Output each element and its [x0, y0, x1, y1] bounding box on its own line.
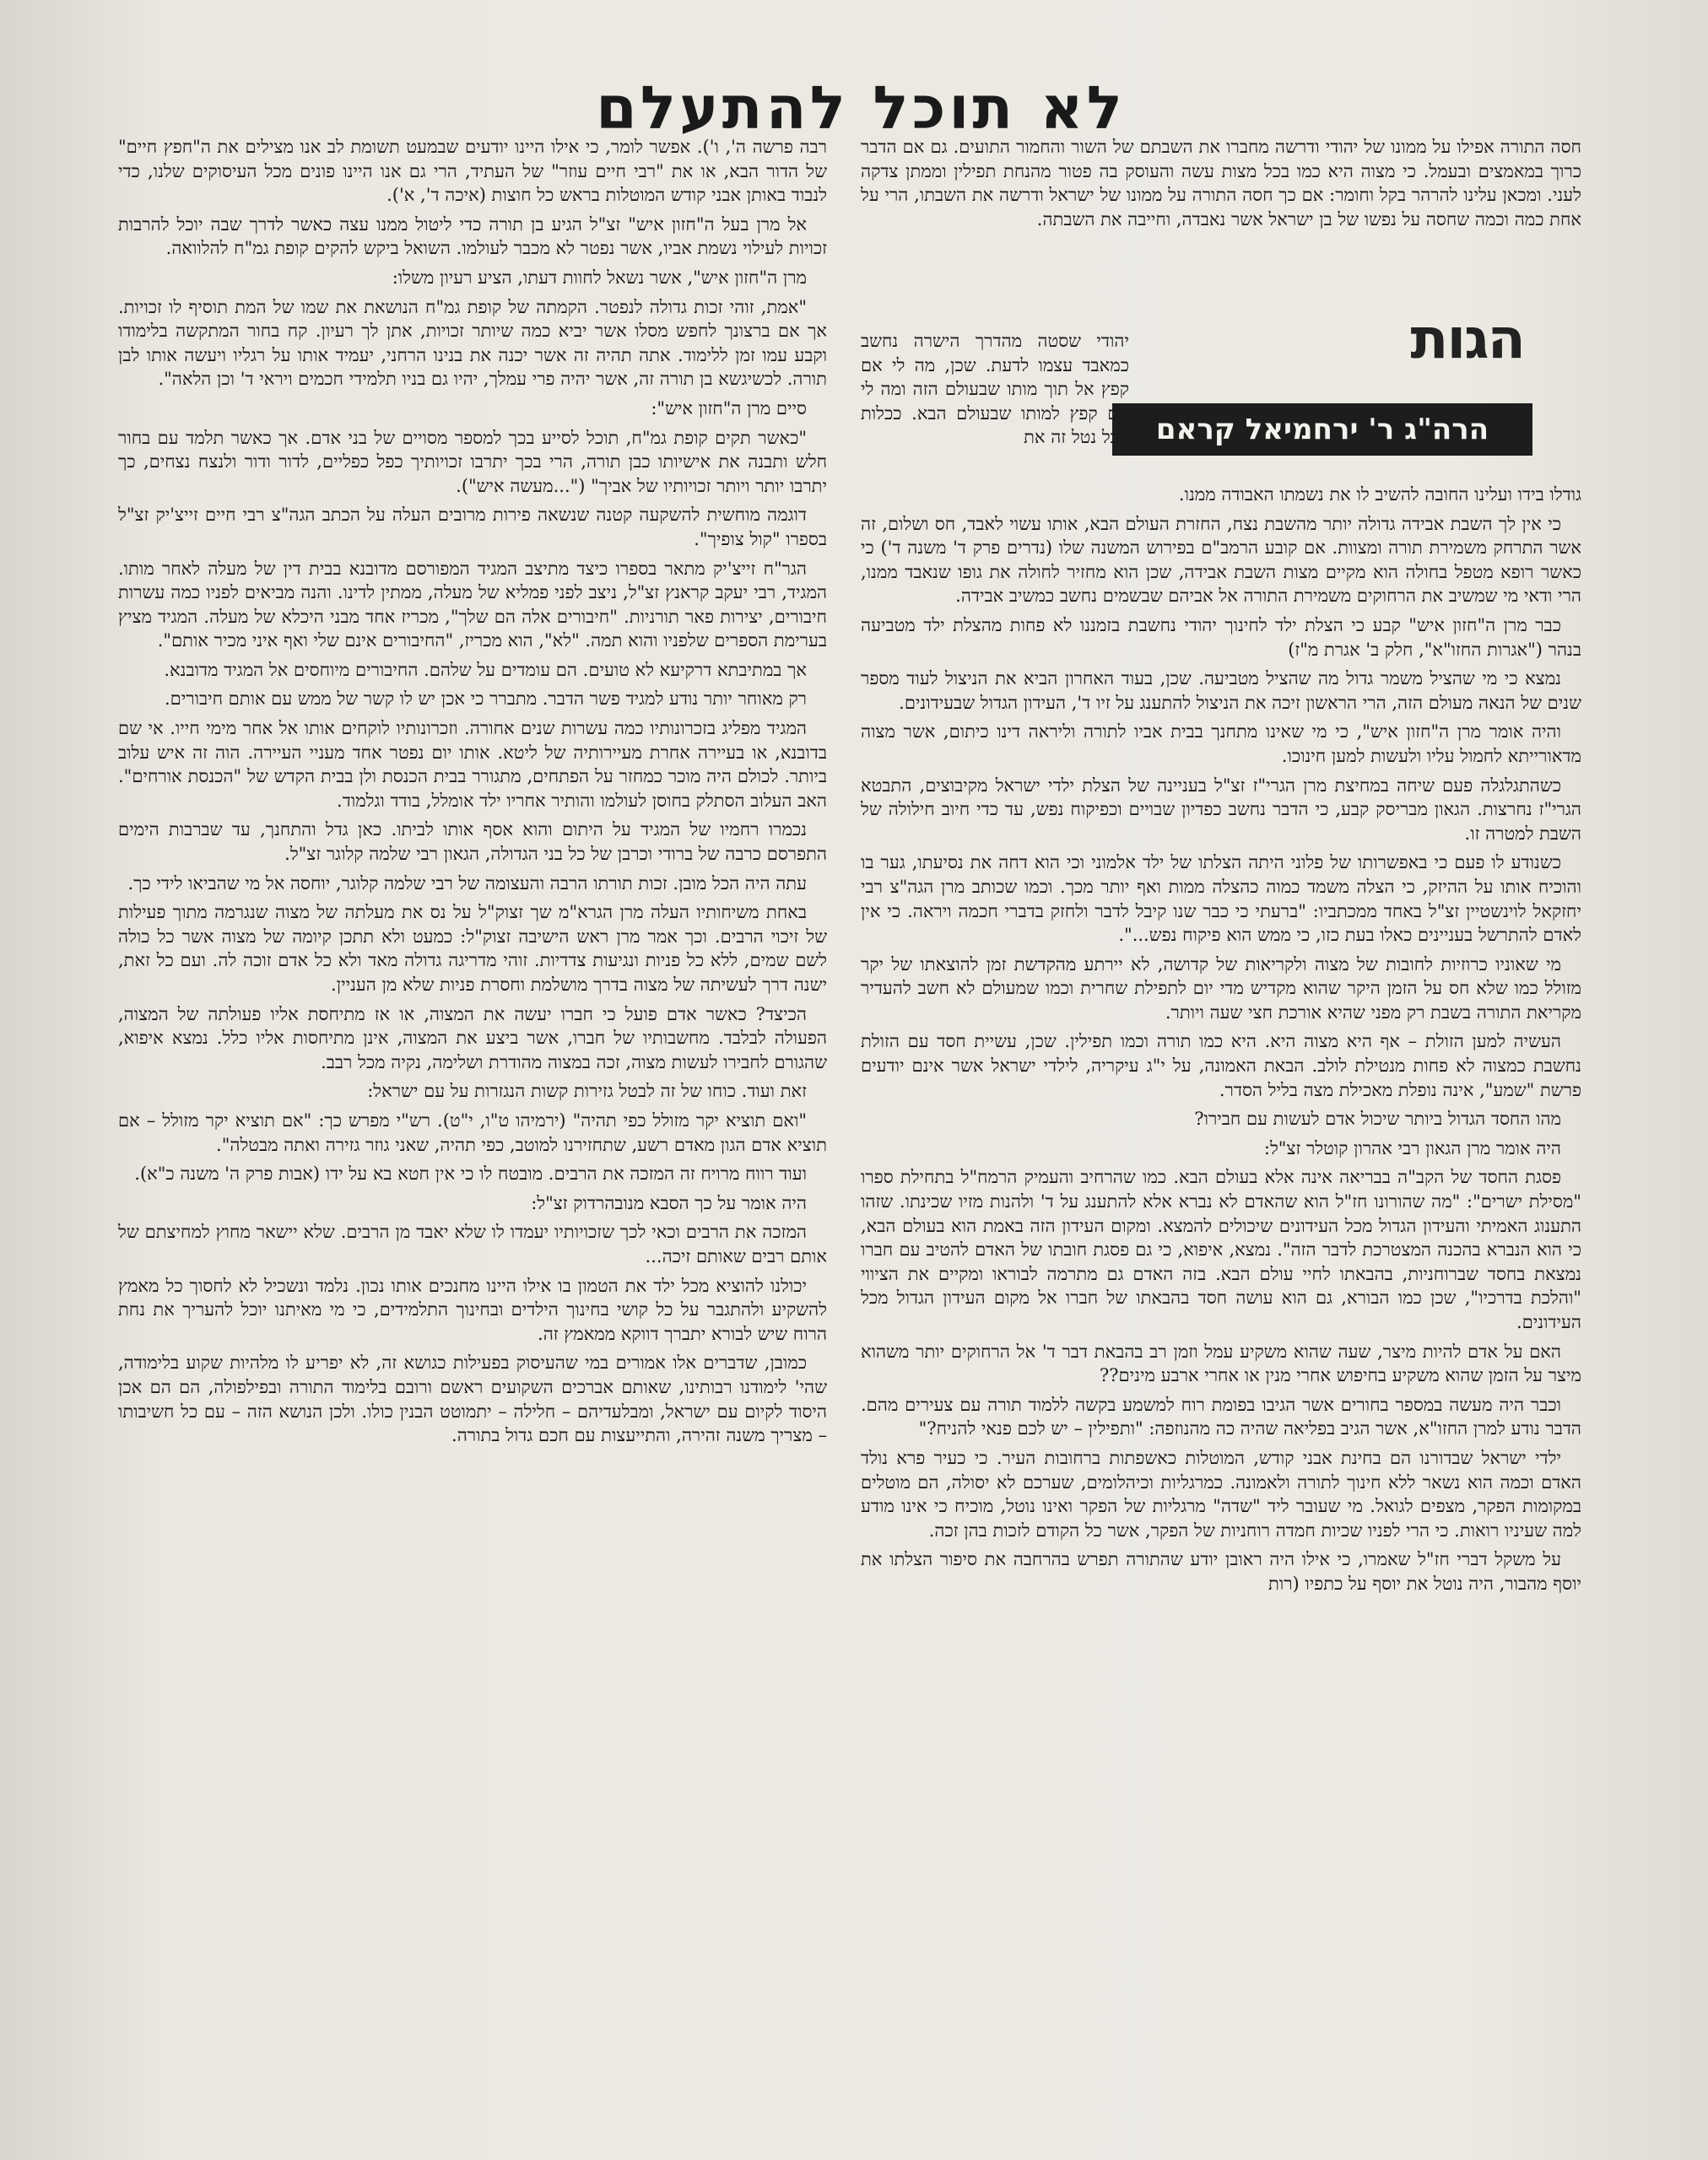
- paragraph: כמובן, שדברים אלו אמורים במי שהעיסוק בפעילות כגושא זה, לא יפריע לו מלהיות שקוע בלימודה, שהי' לימודנו רבותינו, שאותם אברכים השקועים ראשם ורובם בלימוד התורה ובפילפולה, הם הם אכן היסוד לקיום עם ישראל, ומבלעדיהם – חלילה – יתמוטט הבנין כולו. ולכן הנושא הזה – עם כל חשיבותו – מצריך משנה זהירה, והתייעצות עם חכם גדול בתורה.: [118, 1353, 827, 1446]
- paragraph: גודלו בידו ועלינו החובה להשיב לו את נשמתו האבודה ממנו.: [1178, 484, 1581, 505]
- paragraph: "ואם תוציא יקר מזולל כפי תהיה" (ירמיהו ט"ו, י"ט). רש"י מפרש כך: "אם תוציא יקר מזולל – אם תוציא אדם הגון מאדם רשע, שתחזירנו למוטב, כפי תהיה, שאני גוזר גזירה ואתה מבטלה".: [118, 1110, 827, 1155]
- paragraph: הכיצד? כאשר אדם פועל כי חברו יעשה את המצוה, או אז מתיחסת אליו פעולתה של המצוה, הפעולה לבלבד. מחשבותיו של חברו, אשר ביצע את המצוה, אינן מתיחסות אליו כלל. נמצא איפוא, שהגורם לחבירו לעשות מצוה, זכה במצוה מהודרת ושלימה, נקיה מכל רבב.: [118, 1003, 827, 1072]
- paragraph: מרן ה"חזון איש", אשר נשאל לחוות דעתו, הציע רעיון משלו:: [392, 267, 807, 288]
- paragraph: פסגת החסד של הקב"ה בבריאה אינה אלא בעולם הבא. כמו שהרחיב והעמיק הרמח"ל בתחילת ספרו "מסילת ישרים": "מה שהורונו חז"ל הוא שהאדם לא נברא אלא להתענג על ד' ולהנות מזיו שכינתו. שזהו התענוג האמיתי והעידון הגדול מכל העידונים שיכולים להמצא. ומקום העידון הזה באמת הוא בעולם הבא, כי הוא הנברא בהכנה המצטרכת לדבר הזה". נמצא, איפוא, כי גם פסגת חובתו של האדם להטיב עם חברו נמצאת בחסד שברוחניות, בהבאתו לחיי עולם הבא. בזה האדם גם מתרמה לבוראו ומקיים את הציווי "והלכת בדרכיו", שכן כמו הבורא, גם הוא עושה חסד בהבאתו של חברו אל מקום העידון הגדול מכל העידונים.: [861, 1167, 1581, 1332]
- paragraph: עתה היה הכל מובן. זכות תורתו הרבה והעצומה של רבי שלמה קלוגר, יוחסה אל מי שהביאו לידי כך.: [127, 872, 807, 894]
- author-byline: הרה"ג ר' ירחמיאל קראם: [1112, 403, 1532, 456]
- paragraph: נכמרו רחמיו של המגיד על היתום והוא אסף אותו לביתו. כאן גדל והתחנך, עד שברבות הימים התפרסם כרבה של ברודי וכרבן של כל בני הגדולה, הגאון רבי שלמה קלוגר זצ"ל.: [118, 819, 827, 865]
- paragraph: המגיד מפליג בזכרונותיו כמה עשרות שנים אחורה. וזכרונותיו לוקחים אותו אל אחר מימי חייו. אי שם בדובנא, או בעיירה אחרת מעיירותיה של ליטא. אותו יום נפטר אחד מעניי העיירה. הוה זה איש עלוב ביותר. לכולם היה מוכר כמחזר על הפתחים, מתגורר בבית הכנסת ולן בבית הקדש של "הכנסת אורחים". האב העלוב הסתלק בחוסן לעולמו והותיר אחריו ילד אומלל, בודד וגלמוד.: [118, 718, 827, 811]
- paragraph: יכולנו להוציא מכל ילד את הטמון בו אילו היינו מחנכים אותו נכון. נלמד ונשכיל לא לחסוך כל מאמץ להשקיע ולהתגבר על כל קושי בחינוך הילדים ובחינוך התלמידים, כי מי מאיתנו יוכל להעריך את נחת הרוח שיש לבורא יתברך דווקא ממאמץ זה.: [118, 1275, 827, 1344]
- paragraph: האם על אדם להיות מיצר, שעה שהוא משקיע עמל וזמן רב בהבאת דבר ד' אל הרחוקים יותר משהוא מיצר על הזמן שהוא משקיע בחיפוש אחרי מנין או אחרי ארבע מינים??: [861, 1341, 1581, 1386]
- paragraph: חסה התורה אפילו על ממונו של יהודי ודרשה מחברו את השבתם של השור והחמור התועים. גם אם הדבר כרוך במאמצים ובעמל. כי מצוה היא כמו בכל מצות עשה והעוסק בה פטור מהנחת תפילין וממתן צדקה לעני. ומכאן עלינו להרהר בקל וחומר: אם כך חסה התורה על ממונו של ישראל ודרשה את השבתו, הרי על אחת כמה וכמה שחסה על נפשו של בן ישראל אשר נאבדה, וחייבה את השבתה.: [861, 137, 1581, 230]
- paragraph: יהודי שסטה מהדרך הישרה נחשב כמאבד עצמו לדעת. שכן, מה לי אם קפץ אל תוך מותו שבעולם הזה ומה לי אם קפץ למותו שבעולם הבא. ככלות הכל נטל זה את: [861, 331, 1129, 448]
- paragraph: ילדי ישראל שבדורנו הם בחינת אבני קודש, המוטלות כאשפתות ברחובות העיר. כי כעיר פרא נולד האדם וכמה הוא נשאר ללא חינוך לתורה ולאמונה. כמרגליות וכיהלומים, שערכם לא יסולה, הם מוטלים במקומות הפקר, מצפים לגואל. מי שעובר ליד "שדה" מרגליות של הפקר ואינו נוטל, מוכיח כי אינו מודע למה שעיניו רואות. כי הרי לפניו שכיות חמדה רוחניות של הפקר, אשר כל הקודם לזכות בהן זכה.: [861, 1447, 1581, 1541]
- paragraph: זאת ועוד. כוחו של זה לבטל גזירות קשות הנגזרות על עם ישראל:: [367, 1081, 807, 1102]
- paragraph: "אמת, זוהי זכות גדולה לנפטר. הקמתה של קופת גמ"ח הנושאת את שמו של המת תוסיף לו זכויות. אך אם ברצונך לחפש מסלו אשר יביא כמה שיותר זכויות, אתן לך רעיון. קח בחור המתקשה בלימודו וקבע עמו זמן ללימוד. אתה תהיה זה אשר יכנה את בנינו הרחני, יעמיד אותו על רגליו ויעשה אותו לבן תורה. לכשיגשא בן תורה זה, אשר יהיה פרי עמלך, יהיו גם בניו תלמידי חכמים ויראי ד' וכן הלאה".: [118, 296, 827, 390]
- paragraph: על משקל דברי חז"ל שאמרו, כי אילו היה ראובן יודע שהתורה תפרש בהרחבה את סיפור הצלתו את יוסף מהבור, היה נוטל את יוסף על כתפיו (רות: [861, 1549, 1581, 1594]
- paragraph: נמצא כי מי שהציל משמר גדול מה שהציל מטביעה. שכן, בעוד האחרון הביא את הניצול לעוד מספר שנים של הנאה מעולם הזה, הרי הראשון זיכה את הניצול להתענג על זיו ד', העידון הגדול שבעידונים.: [861, 668, 1581, 713]
- paragraph: הגר"ח זייצ'יק מתאר בספרו כיצד מתיצב המגיד המפורסם מדובנא בבית דין של מעלה לאחר מותו. המגיד, רבי יעקב קראנץ זצ"ל, ניצב לפני פמליא של מעלה, ממתין לדינו. והנה מביאים לפניו כמה עשרות חיבורים, יצירות פאר תורניות. "חיבורים אלה הם שלך", מכריז אחד מבני היכלא של מעלה. המגיד מציץ בערימת הספרים שלפניו והוא תמה. "לא", הוא מכריז, "החיבורים אינם שלי ואף איני מכיר אותם".: [118, 558, 827, 651]
- section-label: הגות: [1410, 306, 1524, 371]
- paragraph: אך במתיבתא דרקיעא לא טועים. הם עומדים על שלהם. החיבורים מיוחסים אל המגיד מדובנא.: [164, 659, 807, 680]
- paragraph: היה אומר מרן הגאון רבי אהרון קוטלר זצ"ל:: [1263, 1137, 1561, 1158]
- page-headline: לא תוכל להתעלם: [596, 73, 1126, 143]
- paragraph: היה אומר על כך הסבא מנובהרדוק זצ"ל:: [531, 1192, 807, 1213]
- paragraph: דוגמה מוחשית להשקעה קטנה שנשאה פירות מרובים העלה על הכתב הגה"צ רבי חיים זייצ'יק זצ"ל בספרו "קול צופיך".: [118, 505, 827, 549]
- paragraph: והיה אומר מרן ה"חזון איש", כי מי שאינו מתחנך בבית אביו לתורה וליראה דינו כיתום, אשר מצוה מדאורייתא לחמול עליו ולעשות למען חינוכו.: [861, 721, 1581, 766]
- paragraph: ועוד רווח מרויח זה המזכה את הרבים. מובטח לו כי אין חטא בא על ידו (אבות פרק ה' משנה כ"א).: [134, 1164, 807, 1185]
- paragraph: "כאשר תקים קופת גמ"ח, תוכל לסייע בכך למספר מסויים של בני אדם. אך כאשר תלמד עם בחור חלש ותבנה את אישיותו כבן תורה, הרי בכך יתרבו זכויותיך כפל כפליים, לדור ודור ולנצח נצחים, כך יתרבו יותר ויותר זכויותיו של אביך" ("...מעשה איש").: [118, 427, 827, 496]
- paragraph: אל מרן בעל ה"חזון איש" זצ"ל הגיע בן תורה כדי ליטול ממנו עצה כאשר לדרך שבה יוכל להרבות זכויות לעילוי נשמת אביו, אשר נפטר לא מכבר לעולמו. השואל ביקש להקים קופת גמ"ח להלוואה.: [118, 213, 827, 259]
- paragraph: כבר מרן ה"חזון איש" קבע כי הצלת ילד לחינוך יהודי נחשבת בזמננו לא פחות מהצלת ילד מטביעה בנהר ("אגרות החזו"א", חלק ב' אגרת מ"ז): [861, 614, 1581, 660]
- article-column-left: [118, 135, 827, 2076]
- paragraph: כי אין לך השבת אבידה גדולה יותר מהשבת נצח, החזרת העולם הבא, אותו עשוי לאבד, חס ושלום, זה אשר התרחק משמירת תורה ומצוות. אם קובע הרמב"ם בפירוש המשנה שלו (נדרים פרק ד' משנה ד') כי כאשר רופא מטפל בחולה הוא מקיים מצות השבת אבידה, שכן הוא מחזיר לחולה את גופו שנאבד ממנו, הרי ודאי מי שמשיב את הרחוקים משמירת התורה אל אביהם שבשמים נחשב כמשיב אבידה.: [861, 513, 1581, 607]
- paragraph: העשיה למען הזולת – אף היא מצוה היא. היא כמו תורה וכמו תפילין. שכן, עשיית חסד עם הזולת נחשבת כמצוה לא פחות מנטילת לולב. הבאת האמונה, על י"ג עיקריה, לילדי ישראל אשר אינם יודעים פרשת "שמע", אינה נופלת מאכילת מצה בליל הסדר.: [861, 1031, 1581, 1100]
- paragraph: מהו החסד הגדול ביותר שיכול אדם לעשות עם חבירו?: [1194, 1109, 1561, 1130]
- paragraph: רק מאוחר יותר נודע למגיד פשר הדבר. מתברר כי אכן יש לו קשר של ממש עם אותם חיבורים.: [164, 688, 807, 710]
- paragraph: רבה פרשה ה', ו'). אפשר לומר, כי אילו היינו יודעים שבמעט תשומת לב אנו מצילים את ה"חפץ חיים" של הדור הבא, או את "רבי חיים עוזר" של העתיד, הרי גם אנו היינו פונים מכל העיסוקים שלנו, כדי לנבוד באותן אבני קודש המוטלות בראש כל חוצות (איכה ד', א').: [118, 137, 827, 206]
- paragraph: וכבר היה מעשה במספר בחורים אשר הגיבו בפומת רוח למשמע בקשה ללמוד תורה עם צעירים מהם. הדבר נודע למרן החזו"א, אשר הגיב בפליאה שהיה כה מהנוזפה: "ותפילין – יש לכם פנאי להניח?": [861, 1394, 1581, 1439]
- article-column-right-narrow: [861, 329, 1129, 481]
- paragraph: באחת משיחותיו העלה מרן הגרא"מ שך זצוק"ל על נס את מעלתה של מצוה שנגרמה מתוך פעילות של זיכוי הרבים. וכך אמר מרן ראש הישיבה זצוק"ל: כמעט ולא תתכן קיומה של מצוה אשר כל כולה לשם שמים, ללא כל פניות ונגיעות צדדיות. זוהי מדריגה גדולה מאד ולא כל אדם זוכה לה. ועם כל זאת, ישנה דרך לעשיתה של מצוה בדרך מושלמת וחסרת פניות שלא מן העניין.: [118, 902, 827, 995]
- paragraph: כשהתגלגלה פעם שיחה במחיצת מרן הגרי"ז זצ"ל בעניינה של הצלת ילדי ישראל מקיבוצים, התבטא הגרי"ז נחרצות. הגאון מבריסק קבע, כי הדבר נחשב כפדיון שבויים וכפיקוח נפש, עד כדי חיוב חילולה של השבת למטרה זו.: [861, 775, 1581, 844]
- paragraph: מי שאוניו כרוזיות לחובות של מצוה ולקריאות של קדושה, לא יירתע מהקדשת זמן להוצאתו של יקר מזולל כמו שלא חס על הזמן היקר שהוא מקדיש מדי יום לתפילת שחרית וכמו שמעולם לא חשב להעדיר מקריאת התורה בשבת רק מפני שהיא אורכת חצי שעה ויותר.: [861, 953, 1581, 1023]
- article-column-right-main: [861, 483, 1581, 2118]
- paragraph: כשנודע לו פעם כי באפשרותו של פלוני היתה הצלתו של ילד אלמוני וכי הוא דחה את נסיעתו, גער בו והוכיח אותו על ההיזק, כי הצלה משמד כמוה כהצלה ממות ואף יותר מכך. וכמו שכותב מרן הגה"צ רבי יחזקאל לוינשטיין זצ"ל באחד ממכתביו: "ברעתי כי כבר שנו קיבל לדבר ולחזק בדברי חכמה ויראה. כי אין לאדם להתרשל בעניינים כאלו בעת כזו, כי ממש הוא פיקוח נפש...".: [861, 852, 1581, 946]
- paragraph: סיים מרן ה"חזון איש":: [651, 397, 807, 418]
- paragraph: המזכה את הרבים וכאי לכך שזכויותיו יעמדו לו שלא יאבד מן הרבים. שלא יישאר מחוץ למחיצתם של אותם רבים שאותם זיכה...: [118, 1222, 827, 1266]
